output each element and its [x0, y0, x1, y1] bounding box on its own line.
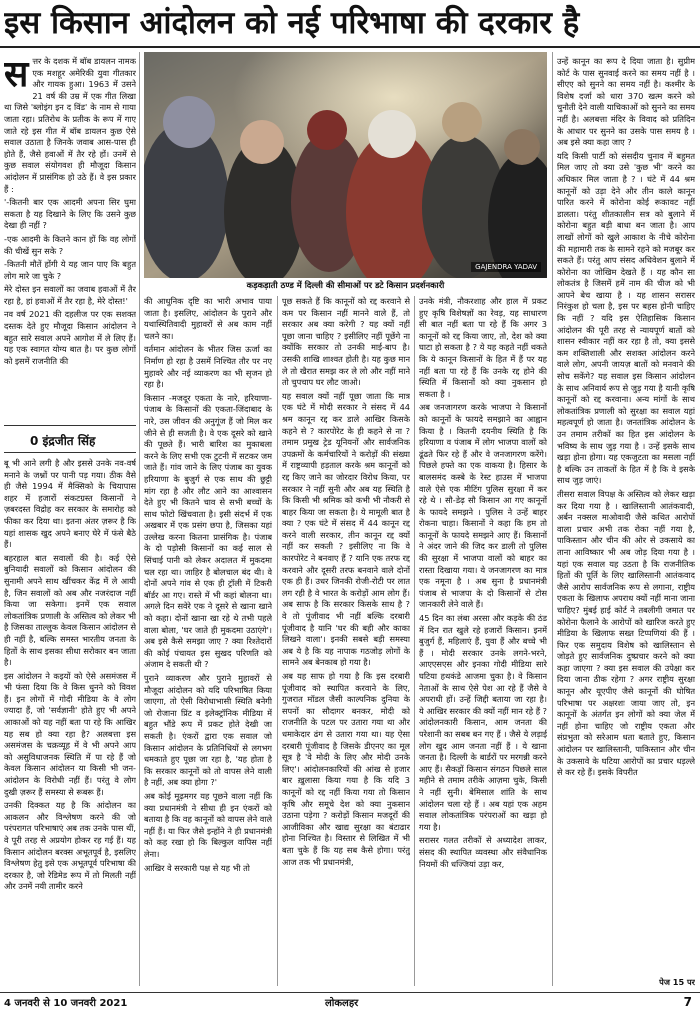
column-divider	[139, 52, 140, 986]
photo-caption: कड़कड़ाती ठण्ड में दिल्ली की सीमाओं पर डटे किसान प्रदर्शनकारी	[246, 280, 445, 290]
byline-rule-bottom	[4, 452, 136, 453]
column-divider	[414, 296, 415, 986]
paragraph: तीसरा सवाल विपक्ष के अस्तित्व को लेकर खड़ा कर दिया गया है । खालिस्तानी आतंकवादी, अर्बन नक्सल माओवादी जैसे कथित आरोपों वाला प्रचार अभी तक रोका नहीं गया है, पाकिस्तान और चीन की ओर से उकसाये का ताना आविष्कार भी अब जोड़ दिया गया है । यहां एक सवाल यह उठता है कि राजनीतिक हितों की पूर्ति के लिए खालिस्तानी आतंकवाद जैसे आरोप सार्वजनिक रूप से लगाना, राष्ट्रीय एकता के खिलाफ अपराध क्यों नहीं माना जाना चाहिए? मुंबई हाई कोर्ट ने तबलीगी जमात पर कोरोना फैलाने के आरोपों को खारिज करते हुए मीडिया के खिलाफ सख्त टिप्पणियां की हैं । फिर एक समुदाय विशेष को खालिस्तान से जोड़ते हुए सार्वजनिक दुष्प्रचार करने को क्या कहा जाएगा ? क्या इस सवाल की उपेक्षा कर दिया जाना ठीक रहेगा ? अगर राष्ट्रीय सुरक्षा कानून और यूएपीए जैसे कानूनों की घोषित परिभाषा पर अक्षरशः जाया जाए तो, इन कानूनों के अंतर्गत इन लोगों को क्या जेल में नहीं होना चाहिए जो राष्ट्रीय एकता और संप्रभुता को सरेआम धता बताते हुए, किसान आंदोलन पर खालिस्तानी, पाकिस्तान और चीन के उकसावे के घटिया आरोपों का प्रचार धड़ल्ले से कर रहे हैं। इसके विपरीत	[557, 488, 695, 778]
footer-paper-name: लोकलहर	[325, 998, 359, 1009]
farmers-protest-photo	[144, 52, 547, 278]
paragraph: नव वर्ष 2021 की दहलीज पर एक सशक्त दस्तक देते हुए मौजूदा किसान आंदोलन ने बहुत सारे सवाल अपने आगोश में ले लिए हैं। यह एक स्वागत योग्य बात है। पर कुछ लोगों को इसमें राजनीति की	[4, 309, 136, 366]
column-5	[557, 56, 695, 976]
photo-illustration	[144, 52, 547, 278]
headline: इस किसान आंदोलन को नई परिभाषा की दरकार है	[4, 5, 580, 41]
column-1-top	[4, 56, 136, 421]
byline: 0 इंद्रजीत सिंह	[30, 434, 96, 448]
footer-date: 4 जनवरी से 10 जनवरी 2021	[4, 998, 128, 1009]
paragraph: -एक आदमी के कितने कान हों कि वह लोगों की चीखें सुन सके ?	[4, 233, 136, 256]
paragraph: यह सवाल क्यों नहीं पूछा जाता कि मात्र एक घंटे में मोदी सरकार ने संसद में 44 श्रम कानून रद्द कर डाले आखिर किसके कहने से ? कारपोरेट के ही कहने से ना ? तमाम प्रमुख ट्रेड यूनियनों और सार्वजनिक उपक्रमों के कर्मचारियों ने करोड़ों की संख्या में राष्ट्रव्यापी हड़ताल करके श्रम कानूनों को रद्द किए जाने का जोरदार विरोध किया, पर सरकार ने नहीं सुनी और अब यह स्थिति है कि किसी भी श्रमिक को कभी भी नौकरी से बाहर किया जा सकता है। ये मामूली बात है क्या ? एक घंटे में संसद में 44 कानून रद्द करने वाली सरकार, तीन कानून रद्द क्यों नहीं कर सकती ? इसीलिए ना कि वे कारपोरेट ने बनवाए हैं ? यानि एक तरफ रद्द करवाने और दूसरी तरफ बनवाने वाले दोनों एक ही हैं। उधर जिनकी रोजी-रोटी पर लात लग रही है वे भारत के करोड़ों आम लोग हैं। अब साफ है कि सरकार किसके साथ है ? वे तो पूंजीवाद भी नहीं बल्कि दरबारी पूंजीवाद है यानि 'घर की बही और काका लिखने वाला'। इनकी सबसे बड़ी समस्या अब ये है कि यह नापाक गठजोड़ लोगों के सामने अब बेनकाब हो गया है।	[282, 390, 410, 668]
column-3	[282, 296, 410, 986]
column-divider	[277, 296, 278, 986]
paragraph: 45 दिन का लंबा अरसा और कड़के की ठंड में दिन रात खुले रहे हजारों किसान। इनमें बुजुर्ग हैं, महिलाएं हैं, युवा हैं और बच्चे भी हैं । मोदी सरकार उनके लगने-भरने, आएएसएस और इनका गोदी मीडिया सारे घटिया हथकंडे आजमा चुका है। वे किसान नेताओं के साथ ऐसे पेश आ रहे हैं जैसे वे अपराधी हों। उन्हें जिद्दी बताया जा रहा है। ये आखिर सरकार की क्यों नहीं मान रहे हैं ? आंदोलनकारी किसान, आम जनता की परेशानी का सबब बन गए हैं । जैसे ये लड़ाई लोग खुद आम जनता नहीं हैं । ये खाना जनता है। दिल्ली के बार्डरों पर मरगन्नी करने आए हैं। सैकड़ों किसान संगठन पिछले साल महीने से तमाम तरीके आज़मा चुके, किसी ने नहीं सुनी। बेमिसाल शांति के साथ आंदोलन चला रहे हैं । अब यहां एक अहम सवाल लोकतांत्रिक परंपराओं का खड़ा हो गया है।	[419, 613, 547, 832]
photo-credit: GAJENDRA YADAV	[471, 262, 541, 272]
paragraph: आखिर वे सरकारी पक्ष से यह भी तो	[144, 862, 250, 873]
paragraph: उनके मंत्री, नौकरशाह और हाल में प्रकट हुए कृषि विशेषज्ञों का रेवड़, यह साधारण सी बात नहीं बता पा रहे हैं कि अगर 3 कानूनों को रद्द किया जाए, तो, देश को क्या घाटा हो सकता है ? ये यह कहते नहीं थकते कि ये कानून किसानों के हित में हैं पर यह नहीं बता पा रहे हैं कि उनके रद्द होने की स्थिति में किसानों को क्या नुकसान हो सकता है ।	[419, 296, 547, 399]
paragraph: अब जनजागरण करके भाजपा ने किसानों को कानूनों के फायदे समझाने का आह्वान किया है । कितनी दयनीय स्थिति है कि हरियाणा व पंजाब में लोग भाजपा वालों को ढूंढते फिर रहे हैं और वे जनजागरण करेंगे। पिछले हफ्ते का एक वाकया है। हिसार के बालसमंद कस्बे के रेस्ट हाउस में भाजपा वाले ऐसे एक मीटिंग पुलिस सुरक्षा में कर रहे थे । सौ-डेढ़ सौ किसान आ गए कानूनों के फायदे समझने । पुलिस ने उन्हें बाहर रोकना चाहा। किसानों ने कहा कि हम तो कानूनों के फायदे समझने आए हैं। किसानों ने अंदर जाने की जिद कर डाली तो पुलिस की सुरक्षा में भाजपा वालों को बाहर का रास्ता दिखाया गया। ये जनजागरण का मात्र एक नमूना है । अब सुना है प्रधानमंत्री पंजाब से भाजपा के दो किसानों से टोस जानकारी लेने वाले हैं।	[419, 402, 547, 610]
paragraph: बू भी आने लगी है और इससे उनके नव-वर्ष मनाने के जश्नों पर पानी पड़ गया। ठीक वैसे ही जैसे 1994 में मैक्सिको के चियापास शहर में हजारों संकटग्रस्त किसानों ने ज़बरदस्त विद्रोह कर सरकार के समारोह को फीका कर दिया था। इतना अंतर ज़रूर है कि यहां शासक खुद अपने बनाए घेरे में फंसे बैठे हैं।	[4, 458, 136, 550]
paragraph: उनकी दिक्कत यह है कि आंदोलन का आकलन और विश्लेषण करने की जो परंपरागत परिभाषाएं अब तक उनके पास थीं, वे पूरी तरह से अप्रयोग होकर रह गई हैं। यह किसान आंदोलन बरक्स अभूतपूर्व है, इसलिए विश्लेषण हेतु इसे एक अभूतपूर्व परिभाषा की दरकार है, जो रेडिमेड रूप में तो मिलती नहीं और उनमें नयी तामीर करने	[4, 800, 136, 892]
paragraph: किसान -मजदूर एकता के नारे, हरियाणा-पंजाब के किसानों की एकता-जिंदाबाद के नारे, उस जीवन की अनुगूंज हैं जो मिल कर जीने से ही सजती है। वे एक दूसरे को खाने की पूछते हैं। भारी बारिश का मुकाबला करने के लिए सभी एक टुटनी में सटकर जम जाते हैं। गांव जाने के लिए पंजाब का युवक हरियाणा के बुजुर्ग से एक साथ की छुट्टी मांग रहा है और लौट आने का आश्वासन देते हुए भी कितने चाव से सभी बच्चों के साथ फोटो खिंचवाता है। इसी संदर्भ में एक अखबार में एक प्रसंग छपा है, जिसका यहां उल्लेख करना कितना प्रासंगिक है। पंजाब के दो पड़ोसी किसानों का कई साल से सिंचाई पानी को लेकर अदालत में मुकदमा चल रहा था। जाहिर है बोलचाल बंद थी। वे दोनों अपने गांव से एक ही ट्रॉली में टिकरी बॉर्डर आ गए। रास्ते में भी कहां बोलना था। अगले दिन सवेरे एक ने दूसरे से खाना खाने को कहा। दोनों खाना खा रहे थे तभी पहले वाला बोला, 'घर जाते ही मुकदमा उठाएंगे'। अब इसे कैसे समझा जाए ? क्या रिश्तेदारों की कोई पंचायत इस सुखद परिणति को अंजाम दे सकती थी ?	[144, 392, 272, 670]
footer-rule	[0, 992, 700, 993]
paragraph: बहरहाल बात सवालों की है। कई ऐसे बुनियादी सवालों को किसान आंदोलन की सुनामी अपने साथ खींचकर केंद्र में ले आयी है, जिन सवालों को अब और नजरंदाज नहीं किया जा सकेगा। इनमें एक सवाल लोकतांत्रिक प्रणाली के अस्तित्व को लेकर भी है जिसका ताल्लुक केवल किसान आंदोलन से ही नहीं है, बल्कि समस्त भारतीय जनता के हितों के साथ इसका सीधा सरोकार बन जाता है।	[4, 552, 136, 668]
byline-rule-top	[4, 425, 136, 426]
column-divider	[552, 52, 553, 986]
footer-page-number: 7	[683, 995, 692, 1009]
column-4	[419, 296, 547, 986]
paragraph: पूछ सकते हैं कि कानूनों को रद्द करवाने से कम पर किसान नहीं मानने वाले हैं, तो सरकार अब क्या करेगी ? यह क्यों नहीं पूछा जाना चाहिए ? इसीलिए नहीं पूछेंगे ना क्योंकि सरकार तो उनकी माई-बाप है। उसकी शाखि शाश्वत होती है। यह कुछ मान ले तो खैरात समझ कर ले लो और नहीं माने तो चुपचाप घर लौट जाओ।	[282, 296, 410, 388]
intro-paragraph	[4, 56, 136, 195]
paragraph: उन्हें कानून का रूप दे दिया जाता है। सुप्रीम कोर्ट के पास सुनवाई करने का समय नहीं है । सीएए को सुनने का समय नहीं है। कश्मीर के विशेष दर्जा को धारा 370 खत्म करने को चुनौती देने वाली याचिकाओं को सुनने का समय नहीं है। अलबत्ता मंदिर के विवाद को प्रतिदिन के आधार पर सुनने का उसके पास समय है । अब इसे क्या कहा जाए ?	[557, 56, 695, 148]
paragraph: की आधुनिक दृष्टि का भारी अभाव पाया जाता है। इसलिए, आंदोलन के पुराने और यथास्थितिवादी मुहावरों से अब काम नहीं चलने का।	[144, 296, 272, 341]
paragraph: अब कोई मूढ़मगर यह पूछने वाला नहीं कि क्या प्रधानमंत्री ने सीधा ही इन एंकरों को बताया है कि वह कानूनों को वापस लेने वाले नहीं हैं। या फिर जैसे इन्होंने ने ही प्रधानमंत्री को कह रखा हो कि बिल्कुल वापिस नहीं लेना।	[144, 790, 272, 859]
continuation-note: पेज 15 पर	[659, 977, 695, 987]
column-1-bottom	[4, 458, 136, 986]
column-2	[144, 296, 272, 986]
paragraph: इस आंदोलन ने कइयों को ऐसे असमंजस में भी फंसा दिया कि वे किस धुनने को विवश हैं। इन लोगों में गोदी मीडिया के वे लोग ज्यादा हैं, जो 'सर्वज्ञानी' होते हुए भी अपने आकाओं को यह नहीं बता पा रहे कि आखिर यह सब हो क्या रहा है? अलबत्ता इस असमंजस के चक्रव्यूह में वे भी अपने आप को असुविधाजनक स्थिति में पा रहे हैं जो केवल किसान आंदोलन या किसी भी जन-आंदोलन के विरोधी नहीं हैं। परंतु वे लोग दुखी ज़रूर हैं समस्या से रूबरू हैं।	[4, 670, 136, 797]
intro-text: त्तर के दशक में बॉब डायलन नामक एक मशहूर अमेरिकी युवा गीतकार और गायक हुआ। 1963 में उसने 21 वर्ष की उम्र में एक गीत लिखा था जिसे 'ब्लोइंग इन द विंड' के नाम से गाया जाता रहा। प्रतिरोध के प्रतीक के रूप में गाए जाते रहे इस गीत में बॉब डायलन कुछ ऐसे सवाल उठाता है जिनके जवाब आस-पास ही होते हैं, जैसे हवाओं में तैर रहे हों। उनमें से कुछ सवाल संयोगवश ही मौजूदा किसान आंदोलन में प्रासंगिक हो उठे हैं। वे इस प्रकार हैं :	[4, 56, 136, 194]
drop-cap: स	[4, 56, 29, 95]
paragraph: अब यह साफ हो गया है कि इस दरबारी पूंजीवाद को स्थापित करवाने के लिए, गुजरात मॉडल जैसी काल्पनिक दुनिया के सपनों का सौदागर बनकर, मोदी को राजनीति के पटल पर उतारा गया था और धमाकेदार ढंग से उतारा गया था। यह ऐसा दरबारी पूंजीवाद है जिसके डीएनए का मूल सूत्र है 'वे मोदी के लिए और मोदी उनके लिए'। आंदोलनकारियों की आंख से हजार बार ख़ुलासा किया गया है कि यदि 3 कानूनों को रद्द नहीं किया गया तो किसान कृषि और समूचे देश को क्या नुकसान उठाना पड़ेगा ? करोड़ों किसान मजदूरों की आजीविका और खाद्य सुरक्षा का बंटाढार होना निश्चित है। विस्तार से लिखित में भी बता चुके हैं कि यह सब कैसे होगा। परंतु आज तक भी प्रधानमंत्री,	[282, 671, 410, 867]
paragraph: पुराने व्याकरण और पुराने मुहावरों से मौजूदा आंदोलन को यदि परिभाषित किया जाएगा, तो ऐसी विरोधाभासी स्थिति बनेगी जो रोजाना प्रिंट व इलेक्ट्रॉनिक मीडिया में बहुत भौंडे रूप में प्रकट होते देखी जा सकती है। एंकरों द्वारा एक सवाल जो किसान आंदोलन के प्रतिनिधियों से लगभग धमकाते हुए पूछा जा रहा है, 'यह होता है कि सरकार कानूनों को तो वापस लेने वाली है नहीं, अब क्या होगा ?'	[144, 673, 272, 788]
paragraph: -कितनी मौतें होंगी ये यह जान पाए कि बहुत लोग मारे जा चुके ?	[4, 259, 136, 281]
paragraph: '-कितनी बार एक आदमी अपना सिर घुमा सकता है यह दिखाने के लिए कि उसने कुछ देखा ही नहीं ?	[4, 197, 136, 231]
paragraph: मेरे दोस्त इन सवालों का जवाब हवाओं में तैर रहा है, हां हवाओं में तैर रहा है, मेरे दोस्त!'	[4, 284, 136, 306]
paragraph: सरासर गलत तरीकों से अध्यादेश लाकर, संसद की स्थापित व्यवस्था और संवैधानिक नियमों की धज्जियां उड़ा कर,	[419, 835, 547, 869]
paragraph: यदि किसी पार्टी को संसदीय चुनाव में बहुमत मिल जाए तो क्या उसे 'कुछ भी' करने का अधिकार मिल जाता है ? । घंटे में 44 श्रम कानूनों को उड़ा देने और तीन काले कानून पारित करने में कोरोना कोई रूकावट नहीं डालता। परंतु शीतकालीन सत्र को बुलाने में कोरोना बहुत बड़ी बाधा बन जाता है। आप लाखों लोगों को खुले आकाश के नीचे कोरोना की महामारी तक के सामने रहने को मजबूर कर सकते हैं। परंतु आप संसद अधिवेशन बुलाने में कोरोना का जोखिम देखते हैं । यह कौन सा लोकतंत्र है जिसमें हमें नाम की चीज को भी आपने बेच खाया है । यह शासन सरासर निरंकुश हो चला है, इस पर बहस होनी चाहिए कि नहीं ? यदि इस ऐतिहासिक किसान आंदोलन की पूरी तरह से न्यायपूर्ण बातों को शासन स्वीकार नहीं कर रहा है तो, क्या इससे कम शक्तिशाली और सशक्त आंदोलन करने वाले लोग, अपनी जायज़ बातों को मनवाने की सोच सकेंगे? यह सवाल इस किसान आंदोलन के साथ अनिवार्य रूप से जुड़ गया है यानी कृषि कानूनों को रद्द करवाना। अन्य मांगों के साथ लोकतांत्रिक प्रणाली को सुरक्षा का सवाल यहां महत्वपूर्ण हो जाता है। जनतांत्रिक आंदोलन के उन तमाम तरीकों का हित इस आंदोलन के भविष्य के साथ जुड़ गया है । उन्हें इसके साथ खड़ा होना होगा। यह एकजुटता का मसला नहीं है बल्कि उन ताकतों के हित में है कि वे इसके साथ जुड़ जाएं।	[557, 150, 695, 486]
headline-rule	[0, 46, 700, 48]
paragraph: वर्तमान आंदोलन के भीतर जिस ऊर्जा का निर्माण हो रहा है उसमें निश्चित तौर पर नए मुहावरे और नई व्याकरण का भी सृजन हो रहा है।	[144, 344, 272, 390]
